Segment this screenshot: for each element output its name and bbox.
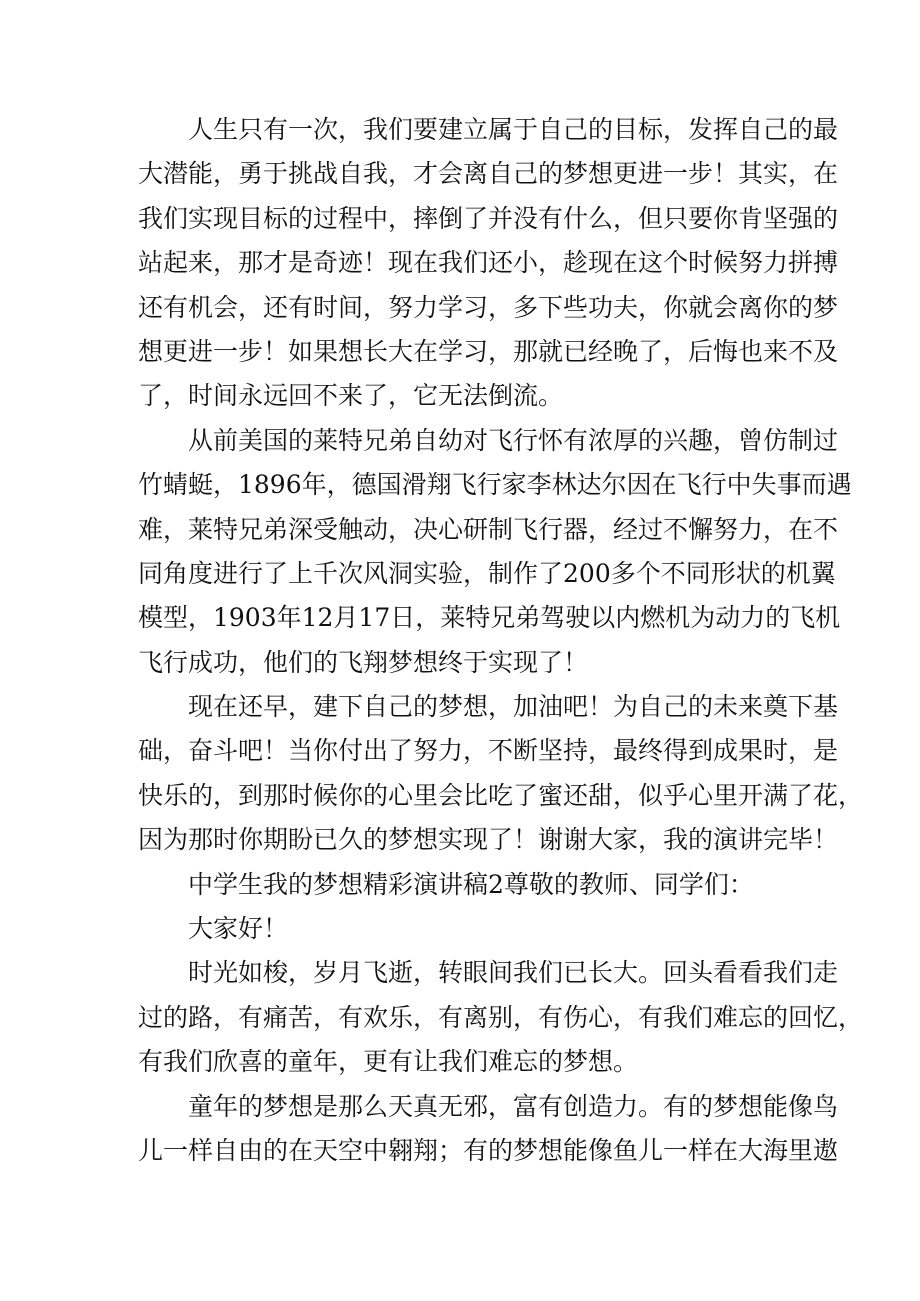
text-line: 同角度进行了上千次风洞实验，制作了200多个不同形状的机翼	[138, 558, 836, 588]
text-line: 我们实现目标的过程中，摔倒了并没有什么，但只要你肯坚强的	[138, 203, 839, 233]
text-line: 飞行成功，他们的飞翔梦想终于实现了！	[138, 647, 589, 677]
text-line: 童年的梦想是那么天真无邪，富有创造力。有的梦想能像鸟	[188, 1091, 839, 1121]
text-line: 时光如梭，岁月飞逝，转眼间我们已长大。回头看看我们走	[188, 958, 839, 988]
text-line: 中学生我的梦想精彩演讲稿2尊敬的教师、同学们：	[188, 869, 754, 899]
text-line: 快乐的，到那时候你的心里会比吃了蜜还甜，似乎心里开满了花，	[138, 780, 864, 810]
text-line: 大家好！	[188, 914, 289, 944]
text-line: 模型，1903年12月17日，莱特兄弟驾驶以内燃机为动力的飞机	[138, 603, 841, 633]
text-line: 站起来，那才是奇迹！现在我们还小，趁现在这个时候努力拼搏	[138, 248, 839, 278]
text-line: 竹蜻蜓，1896年，德国滑翔飞行家李林达尔因在飞行中失事而遇	[138, 470, 852, 500]
text-line: 因为那时你期盼已久的梦想实现了！谢谢大家，我的演讲完毕！	[138, 825, 839, 855]
text-line: 大潜能，勇于挑战自我，才会离自己的梦想更进一步！其实，在	[138, 159, 839, 189]
text-line: 有我们欣喜的童年，更有让我们难忘的梦想。	[138, 1047, 639, 1077]
text-line: 过的路，有痛苦，有欢乐，有离别，有伤心，有我们难忘的回忆，	[138, 1002, 864, 1032]
text-line: 现在还早，建下自己的梦想，加油吧！为自己的未来奠下基	[188, 692, 839, 722]
document-body	[138, 108, 864, 1173]
text-line: 人生只有一次，我们要建立属于自己的目标，发挥自己的最	[188, 115, 839, 144]
text-line: 儿一样自由的在天空中翱翔；有的梦想能像鱼儿一样在大海里遨	[138, 1135, 839, 1165]
text-line: 想更进一步！如果想长大在学习，那就已经晚了，后悔也来不及	[138, 336, 839, 366]
text-line: 础，奋斗吧！当你付出了努力，不断坚持，最终得到成果时，是	[138, 736, 839, 766]
text-line: 难，莱特兄弟深受触动，决心研制飞行器，经过不懈努力，在不	[138, 514, 839, 544]
text-line: 从前美国的莱特兄弟自幼对飞行怀有浓厚的兴趣，曾仿制过	[188, 425, 839, 455]
text-line: 还有机会，还有时间，努力学习，多下些功夫，你就会离你的梦	[138, 292, 839, 322]
text-line: 了，时间永远回不来了，它无法倒流。	[138, 381, 564, 411]
